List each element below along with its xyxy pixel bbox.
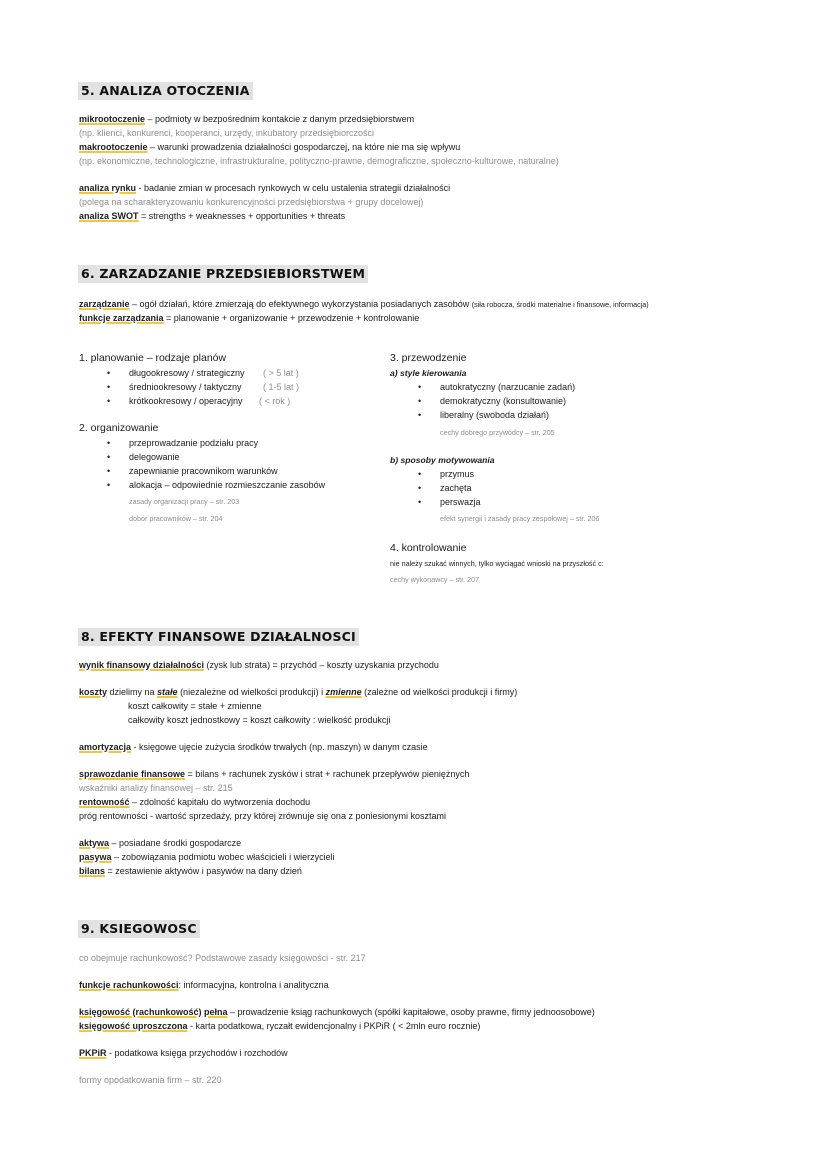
list-item: • przeprowadzanie podziału pracy <box>129 437 258 450</box>
list-item: • zapewnianie pracownikom warunków <box>129 465 278 478</box>
term-stale: stałe <box>157 687 178 697</box>
definition: - badanie zmian w procesach rynkowych w celu ustalenia strategii działalności <box>136 183 451 193</box>
definition: = strengths + weaknesses + opportunities + threats <box>138 211 346 221</box>
list-item: • demokratyczny (konsultowanie) <box>440 395 566 408</box>
term: aktywa <box>79 838 110 848</box>
term: mikrootoczenie <box>79 114 146 124</box>
sprawozdanie-line <box>79 768 469 781</box>
definition: - podatkowa księga przychodów i rozchodów <box>106 1048 288 1058</box>
makrootoczenie-line <box>79 141 460 154</box>
synergia-reference: efekt synergii i zasady pracy zespołowej – str. 206 <box>440 514 600 523</box>
definition: – podmioty w bezpośrednim kontakcie z danym przedsiębiorstwem <box>145 114 415 124</box>
definition: – prowadzenie ksiąg rachunkowych (spółki kapitałowe, osoby prawne, firmy jednoosobowe) <box>227 1007 595 1017</box>
list-item: • krótkookresowy / operacyjny <box>129 395 243 408</box>
bilans-line <box>79 865 302 878</box>
section-9-heading: 9. KSIEGOWOSC <box>78 920 200 938</box>
definition: (zysk lub strata) = przychód – koszty uzyskania przychodu <box>204 660 439 670</box>
resources-note: (siła robocza, środki materialne i finansowe, informacja) <box>471 300 649 309</box>
definition: – posiadane środki gospodarcze <box>109 838 242 848</box>
przewodzenie-heading: 3. przewodzenie <box>390 352 467 364</box>
org-reference: zasady organizacji pracy – str. 203 <box>129 497 240 506</box>
definition: = planowanie + organizowanie + przewodzenie + kontrolowanie <box>163 313 420 323</box>
term: pasywa <box>79 852 112 862</box>
koszty-line <box>79 686 517 699</box>
kontrolowanie-heading: 4. kontrolowanie <box>390 542 467 554</box>
amortyzacja-line <box>79 741 428 754</box>
style-kierowania-subheading: a) style kierowania <box>390 368 467 378</box>
definition: – zdolność kapitału do wytworzenia dochodu <box>129 797 311 807</box>
funkcje-rachunkowosci-line <box>79 979 329 992</box>
term: amortyzacja <box>79 742 132 752</box>
org-reference: dobór pracowników – str. 204 <box>129 514 223 523</box>
list-item: • delegowanie <box>129 451 180 464</box>
term: zarządzanie <box>79 299 130 309</box>
term: sprawozdanie finansowe <box>79 769 186 779</box>
definition: : informacyjna, kontrolna i analityczna <box>178 980 329 990</box>
analiza-rynku-note: (polega na scharakteryzowaniu konkurencyjności przedsiębiorstwa + grupy docelowej) <box>79 197 424 207</box>
list-item: • długookresowy / strategiczny <box>129 367 245 380</box>
term: analiza rynku <box>79 183 137 193</box>
list-item: • przymus <box>440 468 474 481</box>
ksiegowosc-uproszczona-line <box>79 1020 480 1033</box>
mikrootoczenie-examples: (np. klienci, konkurenci, kooperanci, urzędy, inkubatory przedsiębiorczości <box>79 128 374 138</box>
ksiegowosc-pelna-line <box>79 1006 595 1019</box>
term: księgowość (rachunkowość) pełna <box>79 1007 228 1017</box>
prog-rentownosci-line: próg rentowności - wartość sprzedaży, przy której zrównuje się ona z poniesionymi kosztami <box>79 811 446 821</box>
list-item: • perswazja <box>440 496 481 509</box>
funkcje-zarzadzania-line <box>79 312 419 325</box>
term: funkcje zarządzania <box>79 313 164 323</box>
mikrootoczenie-line <box>79 113 414 126</box>
list-item: • średniookresowy / taktyczny <box>129 381 242 394</box>
section-5-heading: 5. ANALIZA OTOCZENIA <box>78 82 253 100</box>
wykonawca-reference: cechy wykonawcy – str. 207 <box>390 575 480 584</box>
pasywa-line <box>79 851 335 864</box>
definition: – zobowiązania podmiotu wobec właścicieli i wierzycieli <box>111 852 335 862</box>
plan-range: ( < rok ) <box>259 396 291 406</box>
przywodca-reference: cechy dobrego przywódcy – str. 205 <box>440 428 555 437</box>
definition: – warunki prowadzenia działalności gospodarczej, na które nie ma się wpływu <box>147 142 461 152</box>
planowanie-heading: 1. planowanie – rodzaje planów <box>79 352 227 364</box>
list-item: • autokratyczny (narzucanie zadań) <box>440 381 575 394</box>
plan-range: ( 1-5 lat ) <box>263 382 300 392</box>
kontrolowanie-note: nie należy szukać winnych, tylko wyciągać wnioski na przyszłość c: <box>390 559 604 568</box>
definition: – ogół działań, które zmierzają do efektywnego wykorzystania posiadanych zasobów <box>129 299 472 309</box>
analiza-swot-line <box>79 210 345 223</box>
sposoby-motywowania-subheading: b) sposoby motywowania <box>390 455 495 465</box>
text: (zależne od wielkości produkcji i firmy) <box>361 687 518 697</box>
list-item: • liberalny (swoboda działań) <box>440 409 549 422</box>
plan-range: ( > 5 lat ) <box>263 368 299 378</box>
list-item: • alokacja – odpowiednie rozmieszczanie zasobów <box>129 479 325 492</box>
section-6-heading: 6. ZARZADZANIE PRZEDSIEBIORSTWEM <box>78 265 368 283</box>
analiza-rynku-line <box>79 182 450 195</box>
makrootoczenie-examples: (np. ekonomiczne, technologiczne, infrastrukturalne, polityczno-prawne, demograficzne, społeczno-kulturowe, naturalne) <box>79 156 559 166</box>
zarzadzanie-line <box>79 298 649 311</box>
term: rentowność <box>79 797 130 807</box>
wynik-finansowy-line <box>79 659 439 672</box>
text: dzielimy na <box>107 687 158 697</box>
definition: - księgowe ujęcie zużycia środków trwałych (np. maszyn) w danym czasie <box>131 742 428 752</box>
term: analiza SWOT <box>79 211 139 221</box>
aktywa-line <box>79 837 241 850</box>
term: koszty <box>79 687 108 697</box>
text: (niezależne od wielkości produkcji) i <box>177 687 326 697</box>
koszt-jednostkowy-line: całkowity koszt jednostkowy = koszt całkowity : wielkość produkcji <box>128 715 391 725</box>
term: księgowość uproszczona <box>79 1021 188 1031</box>
definition: - karta podatkowa, ryczałt ewidencjonalny i PKPiR ( < 2mln euro rocznie) <box>187 1021 481 1031</box>
term: PKPiR <box>79 1048 107 1058</box>
list-item: • zachęta <box>440 482 472 495</box>
term: bilans <box>79 866 106 876</box>
definition: = zestawienie aktywów i pasywów na dany dzień <box>105 866 302 876</box>
pkpir-line <box>79 1047 288 1060</box>
koszt-calkowity-line: koszt całkowity = stałe + zmienne <box>128 701 262 711</box>
organizowanie-heading: 2. organizowanie <box>79 422 159 434</box>
formy-opodatkowania-reference: formy opodatkowania firm – str. 220 <box>79 1075 222 1085</box>
wskazniki-reference: wskaźniki analizy finansowej – str. 215 <box>79 783 233 793</box>
section-8-heading: 8. EFEKTY FINANSOWE DZIAŁALNOSCI <box>78 628 359 646</box>
term-zmienne: zmienne <box>325 687 362 697</box>
definition: = bilans + rachunek zysków i strat + rachunek przepływów pieniężnych <box>185 769 470 779</box>
term: funkcje rachunkowości <box>79 980 179 990</box>
term: wynik finansowy działalności <box>79 660 205 670</box>
term: makrootoczenie <box>79 142 148 152</box>
rachunkowosc-intro: co obejmuje rachunkowość? Podstawowe zasady księgowości - str. 217 <box>79 953 366 963</box>
rentownosc-line <box>79 796 310 809</box>
